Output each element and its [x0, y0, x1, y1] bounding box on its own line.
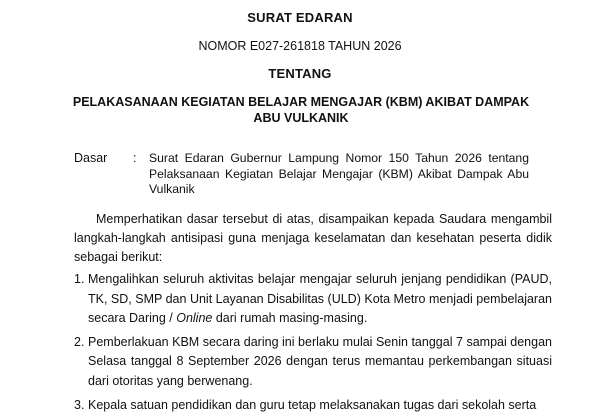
intro-text: Memperhatikan dasar tersebut di atas, disampaikan kepada Saudara mengambil langkah-langkah antisipasi guna menjaga keselamatan dan kesehatan peserta didik sebagai berikut:: [74, 212, 552, 265]
list-item: [74, 396, 552, 416]
instruction-list: [74, 270, 552, 419]
list-item-text: Kepala satuan pendidikan dan guru tetap melaksanakan tugas dari sekolah serta: [88, 397, 537, 412]
intro-paragraph: [74, 210, 552, 268]
list-item-text: Pemberlakuan KBM secara daring ini berlaku mulai Senin tanggal 7 sampai dengan Selasa tanggal 8 September 2026 dengan terus memantau perkembangan situasi dari otoritas yang berwenang.: [88, 334, 552, 388]
about-label: TENTANG: [268, 66, 332, 81]
basis-colon: :: [133, 151, 137, 165]
letter-subject: PELAKASANAAN KEGIATAN BELAJAR MENGAJAR (KBM) AKIBAT DAMPAK ABU VULKANIK: [72, 95, 530, 125]
basis-text: Surat Edaran Gubernur Lampung Nomor 150 Tahun 2026 tentang Pelaksanaan Kegiatan Belajar Mengajar (KBM) Akibat Dampak Abu Vulkanik: [149, 151, 529, 196]
list-item-number: 2.: [74, 334, 85, 349]
online-emphasis: Online: [176, 311, 213, 326]
list-item: [74, 270, 552, 329]
list-item-number: 1.: [74, 272, 85, 286]
letter-number: NOMOR E027-261818 TAHUN 2026: [198, 39, 402, 53]
list-item-number: 3.: [74, 397, 85, 412]
basis-label: Dasar: [74, 151, 108, 165]
list-item-text: Mengalihkan seluruh aktivitas belajar mengajar seluruh jenjang pendidikan (PAUD, TK, SD, SMP dan Unit Layanan Disabilitas (ULD) Kota Metro menjadi pembelajaran secara Daring / Online dari rumah masing-masing.: [88, 272, 552, 326]
list-item: [74, 333, 552, 392]
letter-type-heading: SURAT EDARAN: [247, 10, 353, 25]
